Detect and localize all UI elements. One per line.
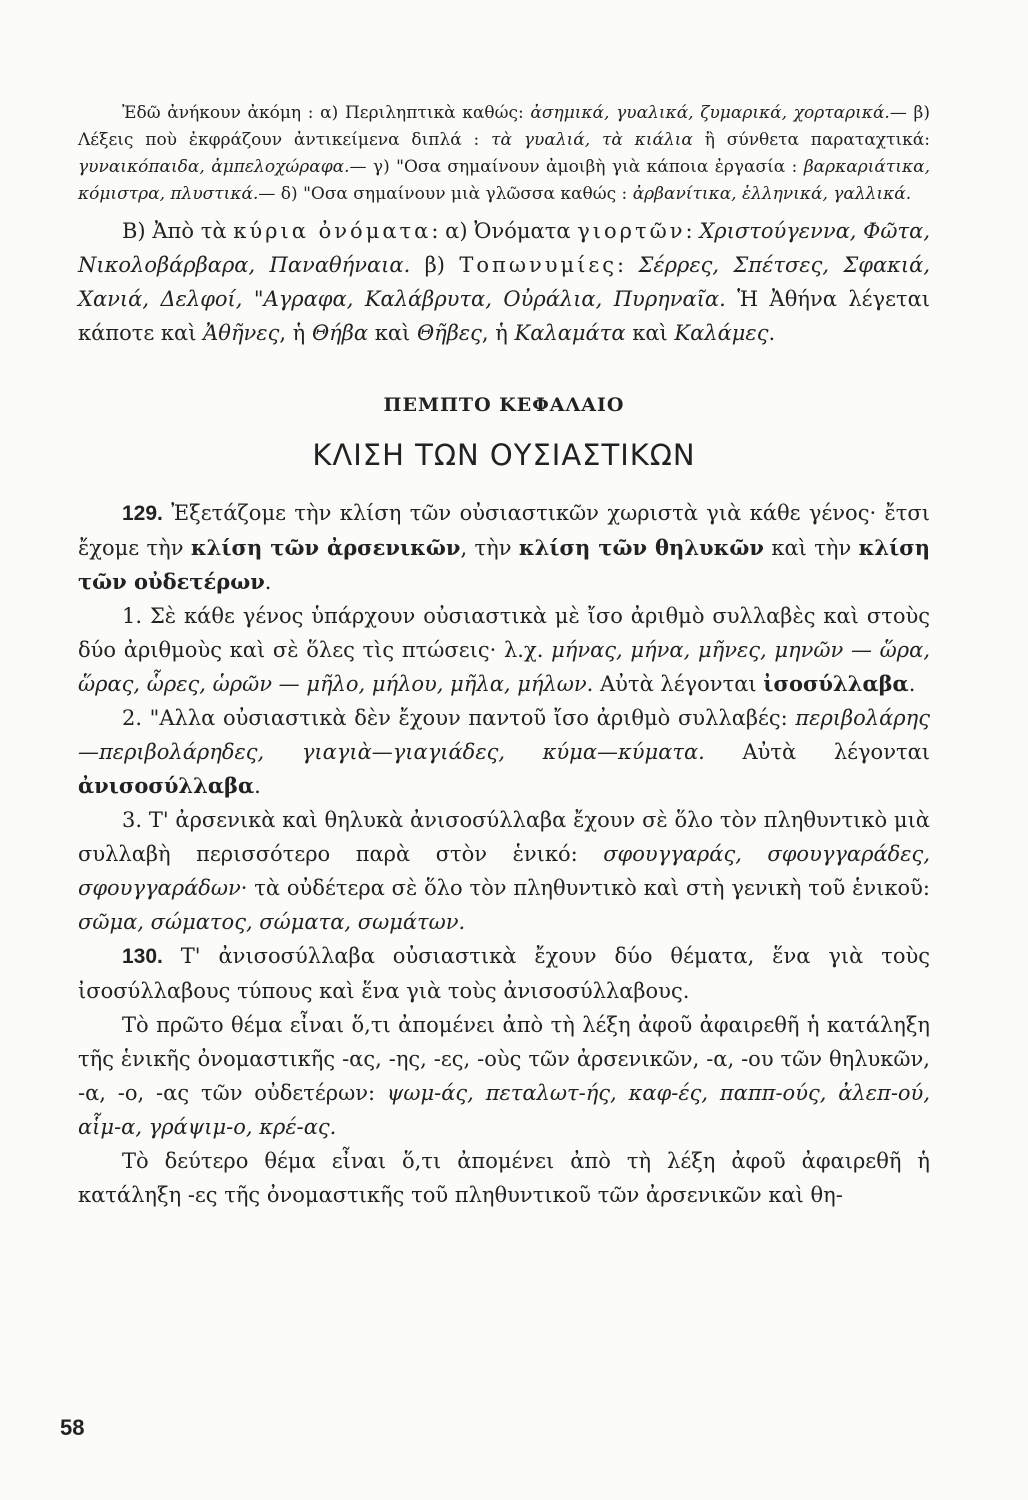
p1-text-1: 1. Σὲ κάθε γένος ὑπάρχουν οὐσιαστικὰ μὲ ἴσο ἀριθμὸ συλλαβὲς καὶ στοὺς δύο ἀριθμοὺς καὶ σὲ ὅλες τὶς πτώσεις· λ.χ.: [78, 604, 930, 662]
athines: Ἀθῆνες: [203, 321, 280, 345]
examples-a: ἀσημικά, γυαλικά, ζυμαρικά, χορταρικά.: [530, 103, 890, 123]
section-129: [78, 496, 930, 599]
s129-text-1: Ἐξετάζομε τὴν κλίση τῶν οὐσιαστικῶν χωριστὰ γιὰ κάθε γένος· ἔτσι ἔχομε τὴν: [78, 501, 930, 560]
p1-text-2: Αὐτὰ λέγονται: [593, 672, 764, 696]
section-130: [78, 939, 930, 1008]
sep-3: , ἡ: [481, 321, 515, 345]
first-stem-paragraph: [78, 1008, 930, 1144]
examples-c: γυναικόπαιδα, ἀμπελοχώραφα.: [78, 157, 350, 177]
s129-bold-3: κλίση τῶν οὐδετέρων: [78, 535, 930, 594]
p2-examples: περιβολάρης—περιβολάρηδες, γιαγιὰ—γιαγιάδες, κύμα—κύματα.: [78, 706, 930, 764]
text-a: Ἐδῶ ἀνήκουν ἀκόμη : α) Περιληπτικὰ καθώς:: [122, 103, 531, 123]
s129-text-2: , τὴν: [460, 536, 519, 560]
text-c: ἢ σύνθετα παραταχτικά:: [692, 130, 931, 150]
chapter-label: ΠΕΜΠΤΟ ΚΕΦΑΛΑΙΟ: [383, 394, 625, 416]
kalamata: Καλαμάτα: [514, 321, 626, 345]
athina-text: Ἡ Ἀθήνα λέγεται κάποτε καὶ: [78, 287, 930, 345]
intro-paragraph: [78, 100, 930, 208]
section-number-130: 130.: [122, 945, 163, 968]
sep-4: καὶ: [625, 321, 675, 345]
s129-bold-1: κλίση τῶν ἀρσενικῶν: [190, 535, 461, 560]
point-3: [78, 803, 930, 939]
text-e: — δ) "Οσα σημαίνουν μιὰ γλῶσσα καθώς :: [258, 184, 633, 204]
examples-d: βαρκαριάτικα, κόμιστρα, πλυστικά.: [78, 157, 930, 204]
sep-2: καὶ: [368, 321, 417, 345]
thiva: Θήβα: [311, 321, 369, 345]
examples-e: ἀρβανίτικα, ἑλληνικά, γαλλικά.: [632, 184, 912, 204]
p4-examples: ψωμ-άς, πεταλωτ-ής, καφ-ές, παππ-ούς, ἀλεπ-ού, αἷμ-α, γράψιμ-ο, κρέ-ας.: [78, 1081, 930, 1139]
toponymies-examples: Σέρρες, Σπέτσες, Σφακιά, Χανιά, Δελφοί, "Αγραφα, Καλάβρυτα, Οὐράλια, Πυρηναῖα.: [78, 253, 930, 311]
s129-text-3: καὶ τὴν: [763, 536, 859, 560]
p2-text-1: 2. "Αλλα οὐσιαστικὰ δὲν ἔχουν παντοῦ ἴσο ἀριθμὸ συλλαβές:: [122, 706, 796, 730]
kalames: Καλάμες: [674, 321, 769, 345]
page-body: [78, 100, 930, 1490]
end-dot: .: [768, 321, 776, 345]
p2-text-2: Αὐτὰ λέγονται: [704, 740, 930, 764]
p1-examples: μήνας, μήνα, μῆνες, μηνῶν — ὥρα, ὥρας, ὧρες, ὡρῶν — μῆλο, μήλου, μῆλα, μήλων.: [78, 638, 930, 696]
p3-examples-2: σῶμα, σώματος, σώματα, σωμάτων.: [78, 910, 466, 934]
p3-text-2: · τὰ οὐδέτερα σὲ ὅλο τὸν πληθυντικὸ καὶ στὴ γενικὴ τοῦ ἑνικοῦ:: [240, 876, 930, 900]
b-after: : α) Ὀνόματα: [431, 219, 578, 243]
giorton-term: γιορτῶν: [577, 219, 686, 243]
s129-text-4: .: [264, 570, 272, 594]
beta-lead: β): [410, 253, 460, 277]
toponymies-term: Τοπωνυμίες: [459, 253, 618, 277]
p4-text: Τὸ πρῶτο θέμα εἶναι ὅ,τι ἀπομένει ἀπὸ τὴ λέξη ἀφοῦ ἀφαιρεθῆ ἡ κατάληξη τῆς ἑνικῆς ὀνομαστικῆς -ας, -ης, -ες, -οὺς τῶν ἀρσενικῶν, -α, -ου τῶν θηλυκῶν, -α, -ο, -ας τῶν οὐδετέρων:: [78, 1013, 930, 1105]
text-b: — β) Λέξεις ποὺ ἐκφράζουν ἀντικείμενα διπλά :: [78, 103, 930, 150]
section-number-129: 129.: [122, 502, 163, 525]
sep-1: , ἡ: [279, 321, 312, 345]
point-2: [78, 701, 930, 803]
proper-nouns-paragraph: Β) Ἀπὸ τὰ κύρια ὀνόματα: α) Ὀνόματα γιορτῶν: Χριστούγεννα, Φῶτα, Νικολοβάρβαρα, Παναθήναια. β) Τοπωνυμίες: Σέρρες, Σπέτσες, Σφακιά, Χανιά, Δελφοί, "Αγραφα, Καλάβρυτα, Οὐράλια, Πυρηναῖα. Ἡ Ἀθήνα λέγεται κάποτε καὶ Ἀθῆνες, ἡ Θήβα καὶ Θῆβες, ἡ Καλαμάτα καὶ Καλάμες.: [78, 219, 930, 345]
chapter-title: ΚΛΙΣΗ ΤΩΝ ΟΥΣΙΑΣΤΙΚΩΝ: [312, 438, 696, 472]
p1-text-3: .: [908, 672, 916, 696]
kyria-onomata: κύρια ὀνόματα: [233, 219, 432, 243]
p2-text-3: .: [254, 774, 261, 798]
p5-text: Τὸ δεύτερο θέμα εἶναι ὅ,τι ἀπομένει ἀπὸ τὴ λέξη ἀφοῦ ἀφαιρεθῆ ἡ κατάληξη -ες τῆς ὀνομαστικῆς τοῦ πληθυντικοῦ τῶν ἀρσενικῶν καὶ θη-: [78, 1149, 930, 1207]
p1-term: ἰσοσύλλαβα: [763, 671, 909, 696]
examples-b: τὰ γυαλιά, τὰ κιάλια: [491, 130, 693, 150]
p3-examples-1: σφουγγαράς, σφουγγαράδες, σφουγγαράδων: [78, 842, 930, 900]
s129-bold-2: κλίση τῶν θηλυκῶν: [518, 535, 764, 560]
point-1: [78, 599, 930, 701]
page-number: 58: [60, 1415, 85, 1440]
s130-text: Τ' ἀνισοσύλλαβα οὐσιαστικὰ ἔχουν δύο θέματα, ἕνα γιὰ τοὺς ἰσοσύλλαβους τύπους καὶ ἕνα γιὰ τοὺς ἀνισοσύλλαβους.: [78, 944, 930, 1003]
thives: Θῆβες: [416, 321, 482, 345]
p3-text-1: 3. Τ' ἀρσενικὰ καὶ θηλυκὰ ἀνισοσύλλαβα ἔχουν σὲ ὅλο τὸν πληθυντικὸ μιὰ συλλαβὴ περισσότερο παρὰ στὸν ἑνικό:: [78, 808, 930, 866]
second-stem-paragraph: [78, 1144, 930, 1212]
giorton-examples: Χριστούγεννα, Φῶτα, Νικολοβάρβαρα, Παναθήναια.: [78, 219, 930, 277]
text-d: — γ) "Οσα σημαίνουν ἀμοιβὴ γιὰ κάποια ἐργασία :: [349, 157, 804, 177]
p2-term: ἀνισοσύλλαβα: [78, 773, 255, 798]
b-lead: Β) Ἀπὸ τὰ: [122, 219, 234, 243]
